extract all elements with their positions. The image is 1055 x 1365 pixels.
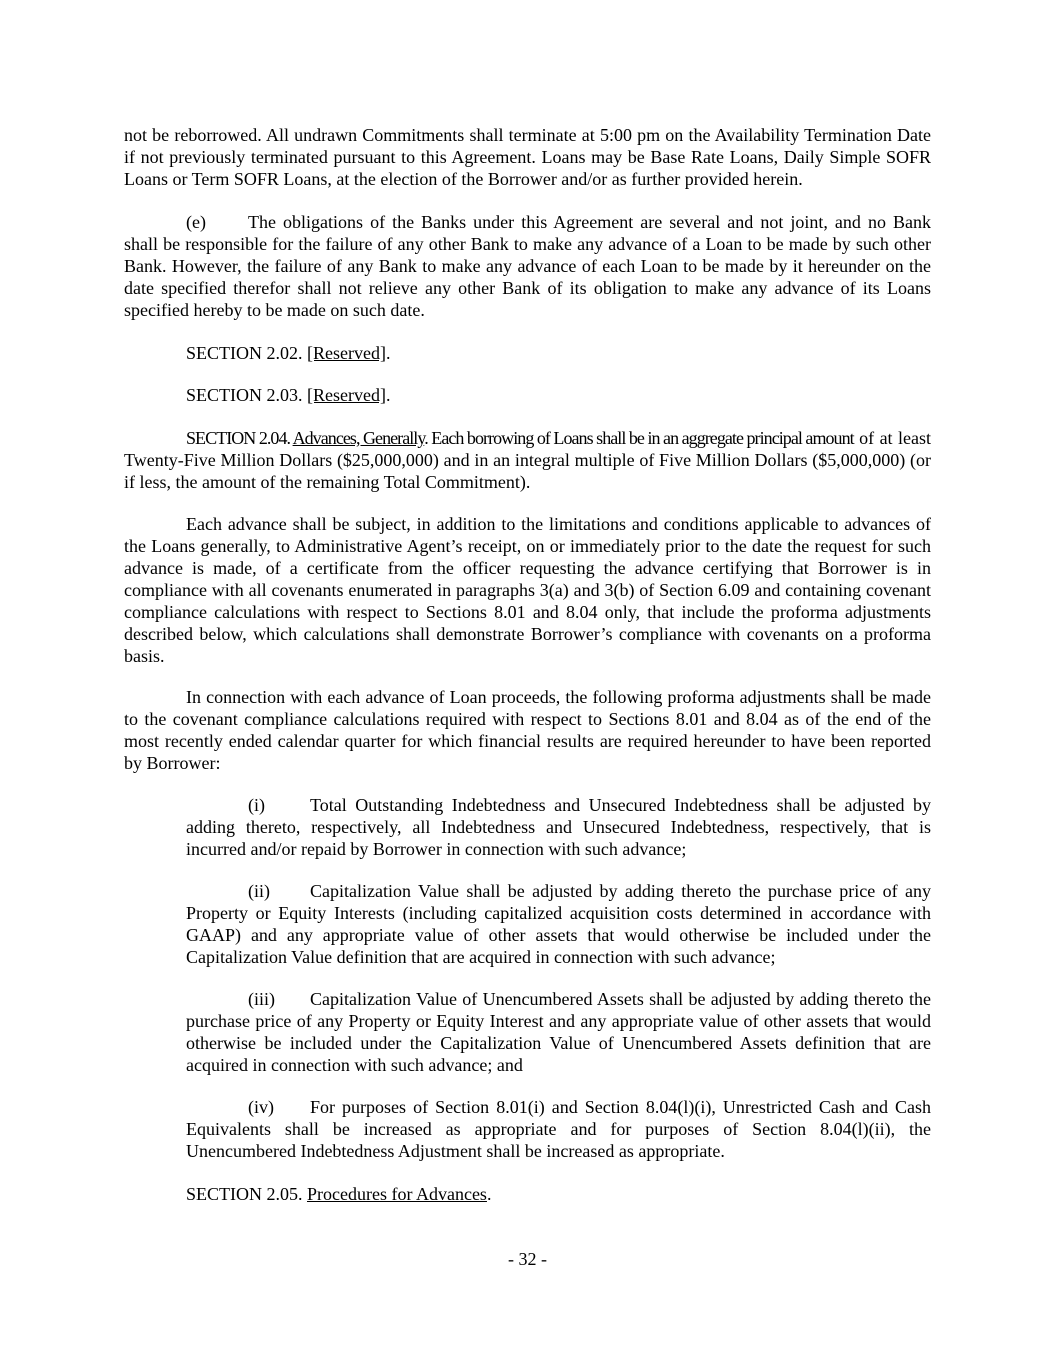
paragraph-e-label: (e)	[186, 212, 206, 232]
section-2-05-period: .	[486, 1184, 492, 1204]
adjustment-item-text: Capitalization Value of Unencumbered Assets shall be adjusted by adding thereto the purchase price of any Property or Equity Interest and any appropriate value of other assets that would otherwise be included under the Capitalization Value of Unencumbered Assets definition that are acquired in connection with such advance; and	[186, 989, 931, 1075]
section-2-04-title: Advances, Generally	[292, 428, 425, 448]
section-2-05-number: SECTION 2.05.	[186, 1184, 307, 1204]
section-2-04-paragraph	[124, 427, 931, 493]
adjustment-item-label: (iv)	[248, 1097, 274, 1117]
adjustment-item-label: (ii)	[248, 881, 270, 901]
section-2-03-title: [Reserved]	[307, 385, 386, 405]
section-2-03-period: .	[385, 385, 391, 405]
adjustment-item	[186, 1096, 931, 1162]
section-2-04-lead: . Each borrowing of Loans shall be in an aggregate principal amount	[424, 428, 854, 448]
adjustment-item	[186, 794, 931, 860]
advance-conditions-paragraph: Each advance shall be subject, in addition to the limitations and conditions applicable to advances of the Loans generally, to Administrative Agent’s receipt, on or immediately prior to the date the request for such advance is made, of a certificate from the officer requesting the advance certifying that Borrower is in compliance with all covenants enumerated in paragraphs 3(a) and 3(b) of Section 6.09 and containing covenant compliance calculations with respect to Sections 8.01 and 8.04 only, that include the proforma adjustments described below, which calculations shall demonstrate Borrower’s compliance with covenants on a proforma basis.	[124, 514, 931, 666]
paragraph-e-text: The obligations of the Banks under this Agreement are several and not joint, and no Bank shall be responsible for the failure of any other Bank to make any advance of a Loan to be made by such other Bank. However, the failure of any Bank to make any advance of each Loan to be made by it hereunder on the date specified therefor shall not relieve any other Bank of its obligation to make any advance of its Loans specified hereby to be made on such date.	[124, 212, 931, 320]
section-2-03-heading	[124, 384, 931, 406]
section-2-02-number: SECTION 2.02.	[186, 343, 307, 363]
adjustment-item	[186, 880, 931, 968]
adjustment-item	[186, 988, 931, 1076]
section-2-02-period: .	[385, 343, 391, 363]
paragraph-continuation: not be reborrowed. All undrawn Commitments shall terminate at 5:00 pm on the Availability Termination Date if not previously terminated pursuant to this Agreement. Loans may be Base Rate Loans, Daily Simple SOFR Loans or Term SOFR Loans, at the election of the Borrower and/or as further provided herein.	[124, 125, 931, 189]
adjustment-item-text: Capitalization Value shall be adjusted by adding thereto the purchase price of any Property or Equity Interests (including capitalized acquisition costs determined in accordance with GAAP) and any appropriate value of other assets that would otherwise be included under the Capitalization Value definition that are acquired in connection with such advance;	[186, 881, 931, 967]
section-2-04-text: of at least Twenty-Five Million Dollars ($25,000,000) and in an integral multiple of Five Million Dollars ($5,000,000) (or if less, the amount of the remaining Total Commitment).	[124, 428, 931, 492]
adjustment-item-label: (i)	[248, 795, 265, 815]
section-2-04-first-line	[186, 428, 854, 448]
section-2-03-number: SECTION 2.03.	[186, 385, 307, 405]
section-2-02-heading	[124, 342, 931, 364]
proforma-adjustments-paragraph: In connection with each advance of Loan proceeds, the following proforma adjustments shall be made to the covenant compliance calculations required with respect to Sections 8.01 and 8.04 as of the end of the most recently ended calendar quarter for which financial results are required hereunder to have been reported by Borrower:	[124, 687, 931, 773]
adjustment-item-label: (iii)	[248, 989, 275, 1009]
adjustment-item-text: For purposes of Section 8.01(i) and Section 8.04(l)(i), Unrestricted Cash and Cash Equivalents shall be increased as appropriate and for purposes of Section 8.04(l)(ii), the Unencumbered Indebtedness Adjustment shall be increased as appropriate.	[186, 1097, 931, 1161]
paragraph-e	[124, 211, 931, 321]
section-2-02-title: [Reserved]	[307, 343, 386, 363]
section-2-05-heading	[124, 1183, 931, 1205]
adjustment-item-text: Total Outstanding Indebtedness and Unsecured Indebtedness shall be adjusted by adding thereto, respectively, all Indebtedness and Unsecured Indebtedness, respectively, that is incurred and/or repaid by Borrower in connection with such advance;	[186, 795, 931, 859]
section-2-05-title: Procedures for Advances	[307, 1184, 487, 1204]
page-number: - 32 -	[508, 1249, 547, 1269]
section-2-04-number: SECTION 2.04.	[186, 428, 293, 448]
